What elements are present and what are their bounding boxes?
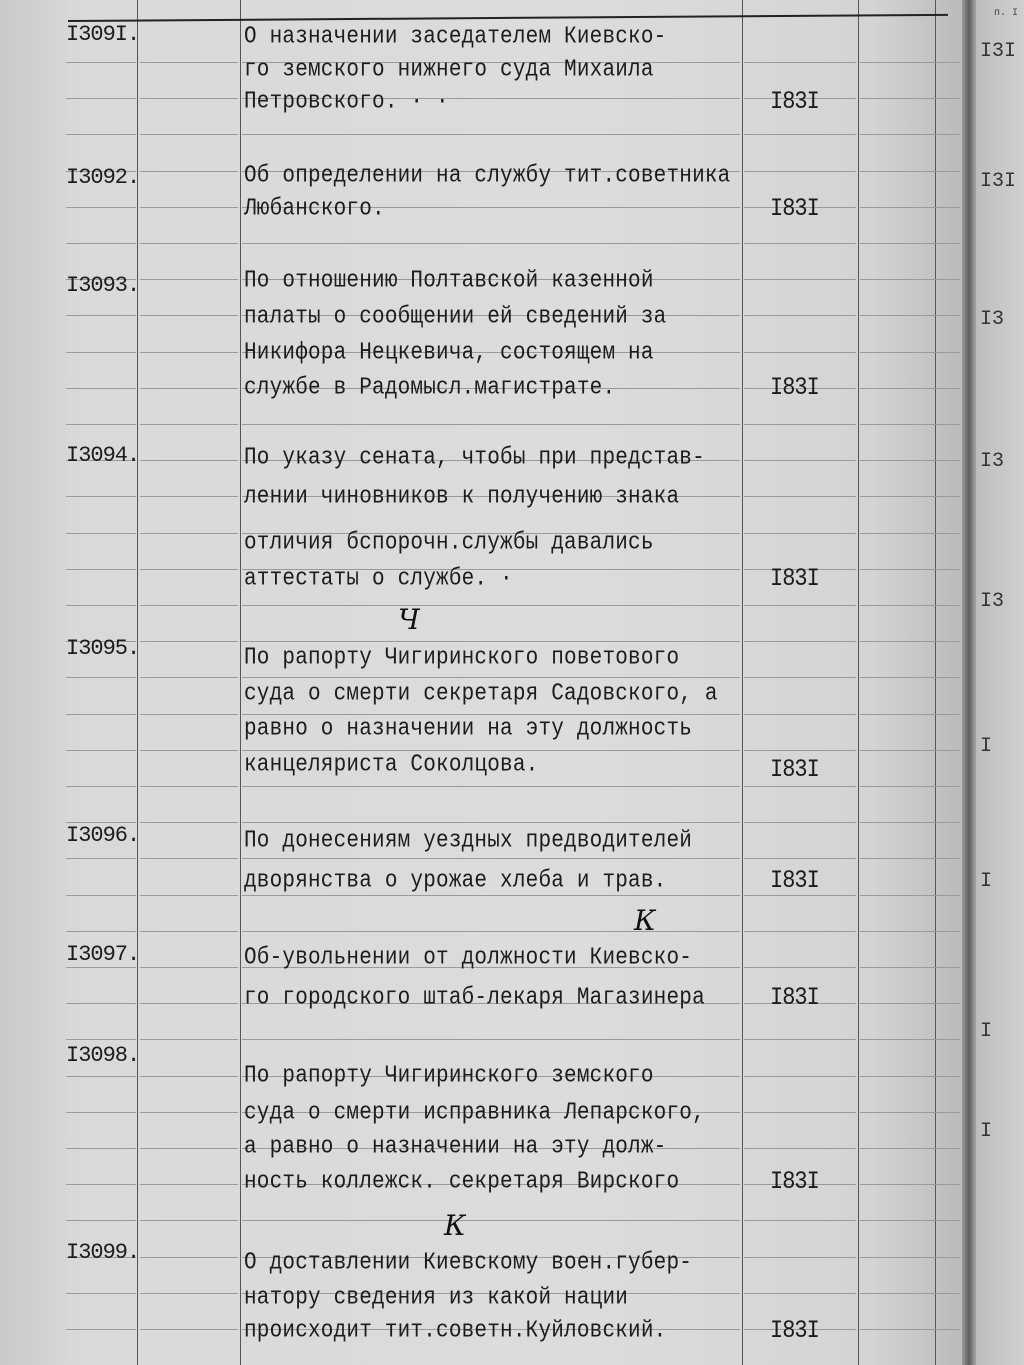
row-rule	[140, 1003, 238, 1004]
row-rule	[66, 1148, 136, 1149]
entry-year: I83I	[770, 983, 819, 1012]
row-rule	[744, 641, 856, 642]
row-rule	[140, 1220, 238, 1221]
entry-description-line: го земского нижнего суда Михаила	[244, 57, 654, 84]
row-rule	[860, 1148, 960, 1149]
row-rule	[66, 714, 136, 715]
entry-number: I3096.	[66, 823, 140, 848]
entry-year: I83I	[770, 194, 819, 223]
row-rule	[242, 786, 740, 787]
entry-description-line: ность коллежск. секретаря Вирского	[244, 1169, 680, 1196]
entry-number: I3095.	[66, 636, 140, 661]
row-rule	[140, 279, 238, 280]
entry-description-line: равно о назначении на эту должность	[244, 716, 693, 743]
entry-number: I3097.	[66, 942, 140, 967]
row-rule	[140, 967, 238, 968]
row-rule	[66, 243, 136, 244]
row-rule	[242, 1039, 740, 1040]
row-rule	[860, 858, 960, 859]
row-rule	[140, 496, 238, 497]
row-rule	[140, 1039, 238, 1040]
next-page-number-fragment: I3	[980, 308, 1005, 331]
row-rule	[140, 98, 238, 99]
row-rule	[140, 460, 238, 461]
entry-number: I3094.	[66, 443, 140, 468]
entry-description-line: аттестаты о службе. ·	[244, 566, 513, 593]
row-rule	[860, 750, 960, 751]
next-page-number-fragment: I	[980, 1020, 993, 1043]
row-rule	[66, 1220, 136, 1221]
row-rule	[66, 569, 136, 570]
row-rule	[860, 641, 960, 642]
row-rule	[66, 1293, 136, 1294]
row-rule	[744, 677, 856, 678]
row-rule	[242, 714, 740, 715]
next-page-number-fragment: I	[980, 1120, 993, 1143]
entry-description-line: натору сведения из какой нации	[244, 1285, 629, 1312]
row-rule	[860, 134, 960, 135]
row-rule	[140, 134, 238, 135]
row-rule	[744, 1257, 856, 1258]
row-rule	[744, 1220, 856, 1221]
entry-description-line: По рапорту Чигиринского земского	[244, 1063, 654, 1090]
entry-year: I83I	[770, 87, 819, 116]
row-rule	[140, 62, 238, 63]
row-rule	[66, 533, 136, 534]
entry-description-line: Об определении на службу тит.советника	[244, 163, 731, 190]
row-rule	[744, 750, 856, 751]
row-rule	[744, 243, 856, 244]
row-rule	[860, 279, 960, 280]
row-rule	[860, 967, 960, 968]
entry-description-line: Никифора Нецкевича, состоящем на	[244, 340, 654, 367]
row-rule	[860, 62, 960, 63]
row-rule	[66, 1076, 136, 1077]
next-page-number-fragment: I3I	[980, 40, 1017, 63]
entry-description-line: О доставлении Киевскому воен.губер-	[244, 1250, 693, 1277]
row-rule	[744, 967, 856, 968]
row-rule	[66, 424, 136, 425]
row-rule	[860, 605, 960, 606]
row-rule	[242, 931, 740, 932]
entry-description-line: Об-увольнении от должности Киевско-	[244, 945, 693, 972]
row-rule	[66, 858, 136, 859]
entry-year: I83I	[770, 373, 819, 402]
row-rule	[140, 171, 238, 172]
row-rule	[140, 1148, 238, 1149]
row-rule	[744, 171, 856, 172]
entry-description-line: происходит тит.советн.Куйловский.	[244, 1318, 667, 1345]
row-rule	[140, 895, 238, 896]
row-rule	[66, 1039, 136, 1040]
next-page-number-fragment: I3	[980, 590, 1005, 613]
row-rule	[140, 1293, 238, 1294]
row-rule	[744, 1039, 856, 1040]
row-rule	[140, 1184, 238, 1185]
row-rule	[66, 1329, 136, 1330]
entry-number: I3092.	[66, 165, 140, 190]
row-rule	[66, 315, 136, 316]
handwritten-correction: К	[444, 1209, 466, 1242]
row-rule	[140, 1257, 238, 1258]
row-rule	[242, 134, 740, 135]
row-rule	[140, 750, 238, 751]
entry-year: I83I	[770, 564, 819, 593]
row-rule	[242, 822, 740, 823]
row-rule	[140, 533, 238, 534]
row-rule	[744, 533, 856, 534]
row-rule	[66, 895, 136, 896]
entry-description-line: лении чиновников к получению знака	[244, 484, 680, 511]
row-rule	[140, 714, 238, 715]
row-rule	[860, 243, 960, 244]
handwritten-correction: Ч	[398, 603, 420, 636]
entry-description-line: Петровского. · ·	[244, 89, 449, 116]
column-rule	[935, 0, 936, 1365]
row-rule	[744, 424, 856, 425]
entry-description-line: службе в Радомысл.магистрате.	[244, 375, 616, 402]
entry-year: I83I	[770, 755, 819, 784]
row-rule	[860, 1257, 960, 1258]
row-rule	[860, 171, 960, 172]
row-rule	[860, 1039, 960, 1040]
entry-description-line: канцеляриста Соколцова.	[244, 752, 539, 779]
row-rule	[860, 895, 960, 896]
entry-year: I83I	[770, 1167, 819, 1196]
row-rule	[140, 207, 238, 208]
row-rule	[744, 279, 856, 280]
column-rule	[742, 0, 743, 1365]
row-rule	[66, 352, 136, 353]
row-rule	[140, 569, 238, 570]
next-page-number-fragment: I3	[980, 450, 1005, 473]
next-page-number-fragment: I	[980, 870, 993, 893]
row-rule	[66, 207, 136, 208]
row-rule	[860, 822, 960, 823]
row-rule	[860, 1184, 960, 1185]
next-page-number-fragment: I3I	[980, 170, 1017, 193]
entry-description-line: О назначении заседателем Киевско-	[244, 24, 667, 51]
row-rule	[860, 352, 960, 353]
row-rule	[744, 1293, 856, 1294]
entry-description-line: отличия бспорочн.службы давались	[244, 530, 654, 557]
entry-number: I3098.	[66, 1043, 140, 1068]
entry-description-line: По донесениям уездных предводителей	[244, 828, 693, 855]
row-rule	[860, 1003, 960, 1004]
row-rule	[66, 388, 136, 389]
row-rule	[860, 496, 960, 497]
row-rule	[66, 134, 136, 135]
entry-description-line: суда о смерти исправника Лепарского,	[244, 1100, 705, 1127]
column-rule	[137, 0, 138, 1365]
row-rule	[860, 931, 960, 932]
row-rule	[744, 931, 856, 932]
entry-description-line: Любанского.	[244, 196, 385, 223]
entry-number: I3099.	[66, 1240, 140, 1265]
row-rule	[140, 641, 238, 642]
row-rule	[744, 352, 856, 353]
entry-description-line: а равно о назначении на эту долж-	[244, 1134, 667, 1161]
entry-year: I83I	[770, 1316, 819, 1345]
book-gutter	[962, 0, 976, 1365]
row-rule	[242, 641, 740, 642]
row-rule	[744, 822, 856, 823]
handwritten-correction: К	[634, 904, 656, 937]
row-rule	[242, 605, 740, 606]
next-page-edge	[976, 0, 1024, 1365]
row-rule	[66, 496, 136, 497]
row-rule	[242, 858, 740, 859]
row-rule	[744, 134, 856, 135]
row-rule	[860, 677, 960, 678]
row-rule	[66, 1184, 136, 1185]
row-rule	[242, 243, 740, 244]
entry-number: I309I.	[66, 22, 140, 47]
row-rule	[744, 1076, 856, 1077]
row-rule	[860, 714, 960, 715]
column-rule	[858, 0, 859, 1365]
row-rule	[140, 1329, 238, 1330]
row-rule	[744, 496, 856, 497]
row-rule	[140, 1076, 238, 1077]
row-rule	[744, 62, 856, 63]
entry-description-line: По указу сената, чтобы при представ-	[244, 445, 705, 472]
row-rule	[66, 967, 136, 968]
row-rule	[140, 858, 238, 859]
row-rule	[860, 1076, 960, 1077]
row-rule	[242, 677, 740, 678]
row-rule	[860, 569, 960, 570]
row-rule	[744, 1112, 856, 1113]
row-rule	[860, 460, 960, 461]
row-rule	[744, 605, 856, 606]
row-rule	[66, 1112, 136, 1113]
row-rule	[744, 895, 856, 896]
row-rule	[242, 424, 740, 425]
row-rule	[242, 750, 740, 751]
row-rule	[860, 1112, 960, 1113]
row-rule	[860, 207, 960, 208]
column-rule	[240, 0, 241, 1365]
row-rule	[140, 315, 238, 316]
row-rule	[860, 98, 960, 99]
row-rule	[66, 750, 136, 751]
row-rule	[744, 315, 856, 316]
row-rule	[140, 605, 238, 606]
row-rule	[140, 677, 238, 678]
row-rule	[140, 822, 238, 823]
next-page-number-fragment: I	[980, 735, 993, 758]
entry-number: I3093.	[66, 273, 140, 298]
row-rule	[140, 388, 238, 389]
row-rule	[140, 931, 238, 932]
row-rule	[860, 315, 960, 316]
row-rule	[66, 98, 136, 99]
row-rule	[860, 1293, 960, 1294]
row-rule	[140, 424, 238, 425]
row-rule	[744, 786, 856, 787]
row-rule	[860, 533, 960, 534]
row-rule	[860, 424, 960, 425]
entry-description-line: го городского штаб-лекаря Магазинера	[244, 985, 705, 1012]
row-rule	[744, 460, 856, 461]
row-rule	[140, 786, 238, 787]
row-rule	[66, 677, 136, 678]
row-rule	[860, 1220, 960, 1221]
entry-description-line: По рапорту Чигиринского поветового	[244, 645, 680, 672]
row-rule	[744, 858, 856, 859]
row-rule	[66, 1003, 136, 1004]
row-rule	[860, 786, 960, 787]
row-rule	[744, 714, 856, 715]
row-rule	[744, 1148, 856, 1149]
entry-description-line: суда о смерти секретаря Садовского, а	[244, 681, 718, 708]
entry-description-line: По отношению Полтавской казенной	[244, 268, 654, 295]
row-rule	[66, 786, 136, 787]
entry-description-line: дворянства о урожае хлеба и трав.	[244, 868, 667, 895]
next-page-note: п. I	[994, 8, 1019, 19]
row-rule	[66, 931, 136, 932]
row-rule	[140, 352, 238, 353]
entry-year: I83I	[770, 866, 819, 895]
row-rule	[66, 62, 136, 63]
header-rule	[68, 14, 948, 22]
row-rule	[66, 605, 136, 606]
row-rule	[860, 388, 960, 389]
row-rule	[140, 243, 238, 244]
row-rule	[140, 1112, 238, 1113]
row-rule	[242, 895, 740, 896]
row-rule	[860, 1329, 960, 1330]
entry-description-line: палаты о сообщении ей сведений за	[244, 304, 667, 331]
row-rule	[242, 1220, 740, 1221]
